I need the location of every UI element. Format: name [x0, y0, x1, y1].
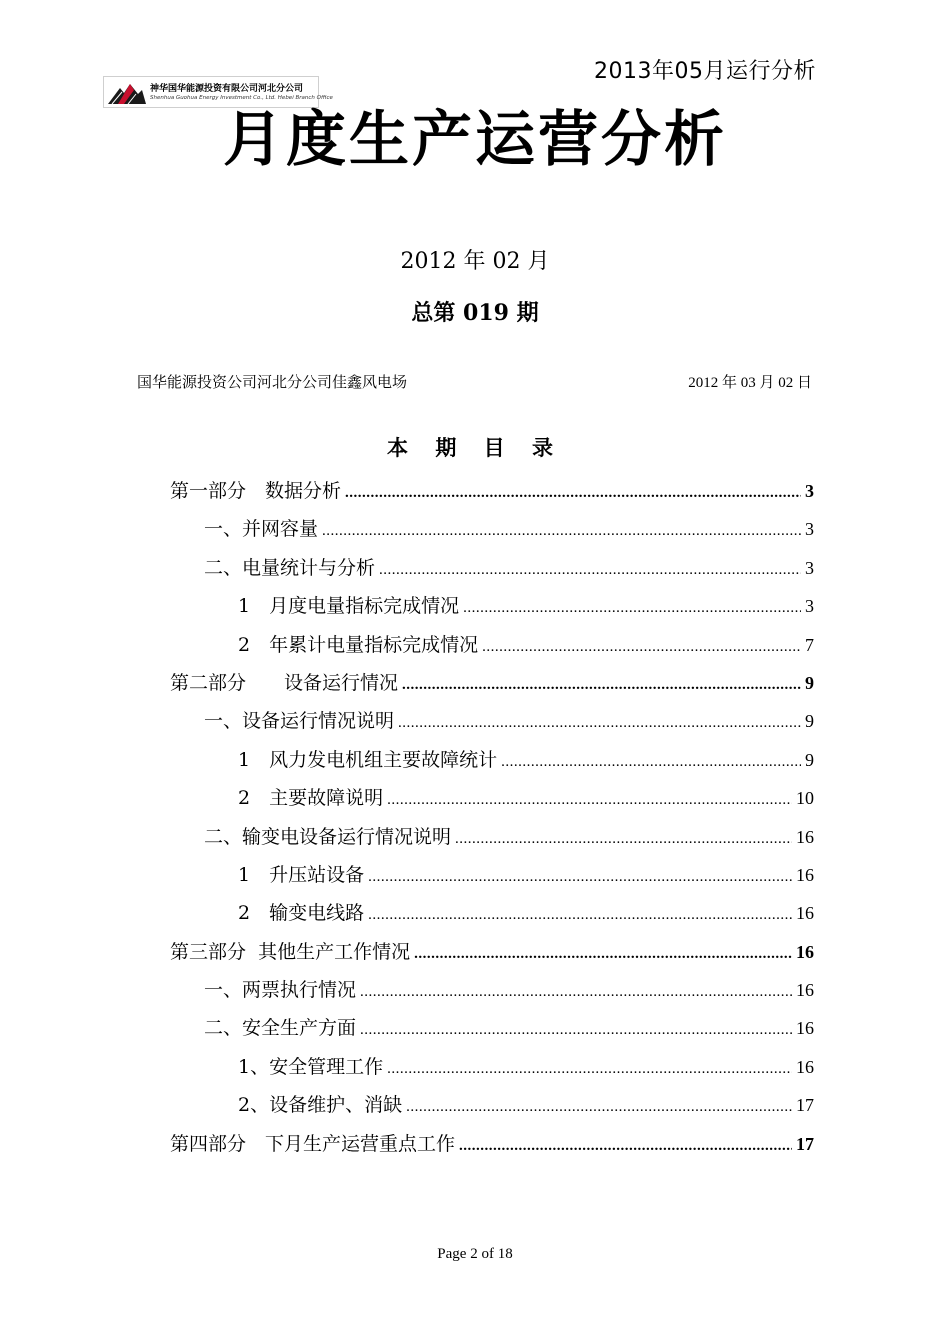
toc-entry-label: 第一部分 数据分析 — [170, 480, 342, 502]
toc-entry-page: 9 — [805, 672, 814, 693]
toc-entry-page: 3 — [805, 557, 814, 578]
toc-dot-leader — [368, 869, 792, 886]
toc-entry-page: 9 — [805, 749, 814, 770]
toc-entry[interactable] — [170, 514, 814, 552]
toc-dot-leader — [482, 639, 801, 656]
logo-company-cn: 神华国华能源投资有限公司河北分公司 — [150, 84, 304, 94]
toc-entry[interactable] — [170, 1052, 814, 1090]
toc-entry[interactable] — [170, 668, 814, 706]
toc-entry-page: 16 — [796, 864, 814, 885]
toc-entry[interactable] — [170, 630, 814, 668]
toc-entry-label: 1、安全管理工作 — [238, 1055, 384, 1078]
toc-entry[interactable] — [170, 745, 814, 783]
page-footer: Page 2 of 18 — [437, 1246, 513, 1262]
toc-dot-leader — [345, 485, 801, 502]
toc-dot-leader — [406, 1099, 792, 1116]
organization-name: 国华能源投资公司河北分公司佳鑫风电场 — [137, 373, 408, 391]
toc-entry-label: 一、设备运行情况说明 — [204, 710, 395, 733]
toc-entry-page: 16 — [796, 826, 814, 847]
toc-entry[interactable] — [170, 1090, 814, 1128]
toc-entry[interactable] — [170, 591, 814, 629]
toc-dot-leader — [322, 523, 801, 540]
toc-entry-page: 16 — [796, 941, 814, 962]
toc-entry[interactable] — [170, 1129, 814, 1167]
toc-entry-page: 16 — [796, 1018, 814, 1039]
toc-dot-leader — [455, 831, 792, 848]
toc-entry[interactable] — [170, 860, 814, 898]
toc-entry-label: 2 主要故障说明 — [238, 787, 384, 810]
toc-entry-label: 第四部分 下月生产运营重点工作 — [170, 1132, 456, 1155]
toc-entry[interactable] — [170, 476, 814, 514]
toc-entry[interactable] — [170, 783, 814, 821]
toc-dot-leader — [379, 562, 801, 579]
toc-entry[interactable] — [170, 898, 814, 936]
toc-dot-leader — [387, 792, 792, 809]
toc-entry[interactable] — [170, 706, 814, 744]
toc-entry-label: 二、输变电设备运行情况说明 — [204, 825, 452, 848]
issue-number: 总第 019 期 — [411, 300, 539, 326]
toc-dot-leader — [360, 1022, 792, 1039]
toc-entry-label: 1 月度电量指标完成情况 — [238, 595, 460, 618]
toc-entry-page: 3 — [805, 481, 814, 501]
running-header: 2013年05月运行分析 — [594, 59, 816, 84]
toc-entry-label: 2、设备维护、消缺 — [238, 1094, 403, 1117]
toc-dot-leader — [387, 1061, 792, 1078]
toc-entry-label: 2 输变电线路 — [238, 902, 365, 925]
toc-entry[interactable] — [170, 937, 814, 975]
toc-entry-page: 9 — [805, 711, 814, 732]
toc-entry-label: 二、电量统计与分析 — [204, 556, 376, 579]
toc-entry-label: 一、并网容量 — [204, 518, 319, 541]
toc-dot-leader — [402, 677, 801, 694]
toc-entry[interactable] — [170, 1013, 814, 1051]
toc-entry[interactable] — [170, 553, 814, 591]
report-month: 2012 年 02 月 — [400, 249, 550, 274]
toc-dot-leader — [368, 907, 792, 924]
publish-date: 2012 年 03 月 02 日 — [688, 375, 812, 391]
toc-entry-page: 16 — [796, 903, 814, 924]
document-title: 月度生产运营分析 — [223, 105, 727, 175]
toc-entry-page: 3 — [805, 596, 814, 617]
toc-entry-label: 第三部分 其他生产工作情况 — [170, 940, 411, 963]
toc-dot-leader — [459, 1138, 792, 1155]
toc-entry-label: 1 升压站设备 — [238, 863, 365, 886]
toc-entry[interactable] — [170, 975, 814, 1013]
toc-entry-label: 2 年累计电量指标完成情况 — [238, 633, 479, 656]
toc-entry-page: 16 — [796, 980, 814, 1001]
table-of-contents — [170, 476, 814, 1167]
toc-entry-page: 3 — [805, 519, 814, 540]
toc-dot-leader — [398, 715, 801, 732]
toc-entry-label: 1 风力发电机组主要故障统计 — [238, 748, 498, 771]
toc-entry-page: 16 — [796, 1056, 814, 1077]
toc-dot-leader — [501, 754, 801, 771]
toc-entry-label: 二、安全生产方面 — [204, 1017, 357, 1040]
toc-entry-label: 一、两票执行情况 — [204, 979, 357, 1002]
toc-dot-leader — [463, 600, 801, 617]
toc-heading: 本 期 目 录 — [387, 435, 563, 460]
toc-dot-leader — [360, 984, 792, 1001]
logo-company-en: Shenhua Guohua Energy Investment Co., Ltd. Hebei Branch Office — [150, 95, 333, 101]
toc-entry-page: 17 — [796, 1095, 814, 1116]
toc-entry-page: 10 — [796, 788, 814, 809]
toc-entry[interactable] — [170, 822, 814, 860]
toc-entry-page: 7 — [805, 634, 814, 655]
toc-entry-page: 17 — [796, 1133, 814, 1154]
toc-dot-leader — [414, 946, 792, 963]
toc-entry-label: 第二部分 设备运行情况 — [170, 671, 399, 694]
